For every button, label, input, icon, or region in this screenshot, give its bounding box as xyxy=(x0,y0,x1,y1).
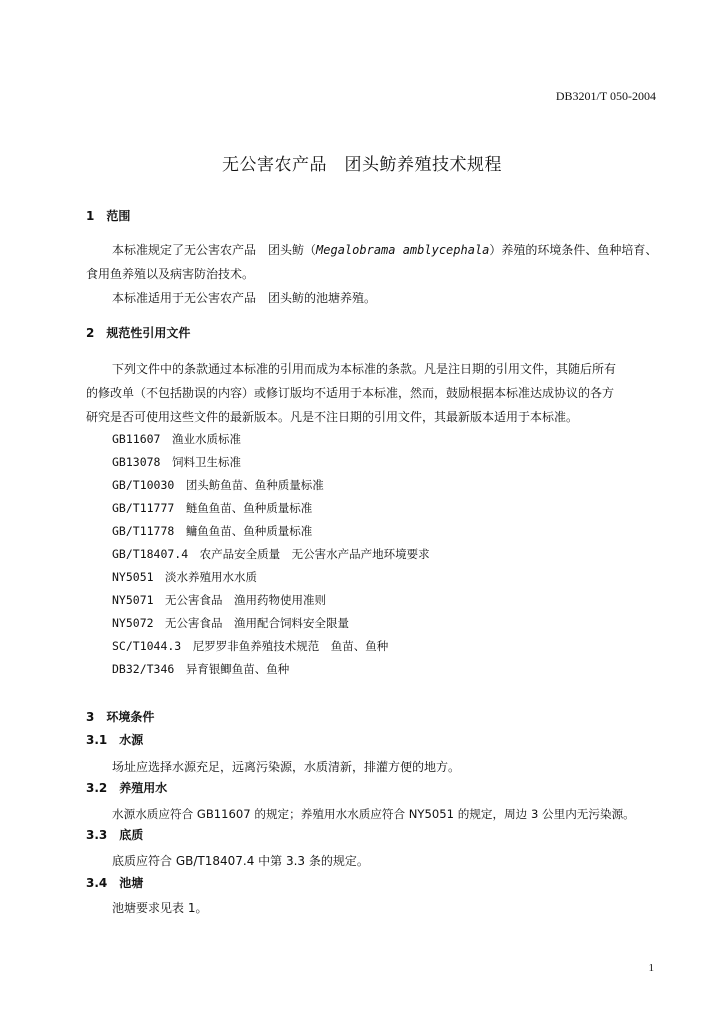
reference-item: NY5051 淡水养殖用水水质 xyxy=(112,570,258,584)
section-3-1-text: 场址应选择水源充足，远离污染源，水质清新，排灌方便的地方。 xyxy=(112,760,461,774)
reference-item: NY5072 无公害食品 渔用配合饲料安全限量 xyxy=(112,616,350,630)
section-3-3-text: 底质应符合 GB/T18407.4 中第 3.3 条的规定。 xyxy=(112,854,369,868)
section-2-paragraph-line-3: 研究是否可使用这些文件的最新版本。凡是不注日期的引用文件，其最新版本适用于本标准。 xyxy=(86,410,579,424)
p1-text-b: ）养殖的环境条件、鱼种培育、 xyxy=(489,243,658,257)
reference-item: GB/T11778 鳙鱼鱼苗、鱼种质量标准 xyxy=(112,524,313,538)
reference-item: DB32/T346 异育银鲫鱼苗、鱼种 xyxy=(112,662,290,676)
section-1-heading: 1 范围 xyxy=(86,209,131,223)
section-3-4-heading: 3.4 池塘 xyxy=(86,876,144,890)
section-3-3-heading: 3.3 底质 xyxy=(86,828,144,842)
section-1-paragraph-2: 本标准适用于无公害农产品 团头鲂的池塘养殖。 xyxy=(112,291,377,305)
section-3-2-text: 水源水质应符合 GB11607 的规定；养殖用水水质应符合 NY5051 的规定，周边 3 公里内无污染源。 xyxy=(112,807,635,821)
section-1-paragraph-1-line-2: 食用鱼养殖以及病害防治技术。 xyxy=(86,267,255,281)
reference-item: GB11607 渔业水质标准 xyxy=(112,432,241,446)
section-2-paragraph-line-2: 的修改单（不包括勘误的内容）或修订版均不适用于本标准，然而，鼓励根据本标准达成协议的各方 xyxy=(86,386,615,400)
reference-item: GB/T11777 鲢鱼鱼苗、鱼种质量标准 xyxy=(112,501,313,515)
section-2-paragraph-line-1: 下列文件中的条款通过本标准的引用而成为本标准的条款。凡是注日期的引用文件，其随后所有 xyxy=(112,362,617,376)
section-3-4-text: 池塘要求见表 1。 xyxy=(112,901,208,915)
p1-text-a: 本标准规定了无公害农产品 团头鲂（ xyxy=(112,243,317,257)
latin-name: Megalobrama amblycephala xyxy=(316,243,490,257)
standard-code: DB3201/T 050-2004 xyxy=(555,89,656,103)
reference-item: GB13078 饲料卫生标准 xyxy=(112,455,241,469)
reference-item: GB/T10030 团头鲂鱼苗、鱼种质量标准 xyxy=(112,478,324,492)
section-3-heading: 3 环境条件 xyxy=(86,710,155,724)
section-3-2-heading: 3.2 养殖用水 xyxy=(86,781,168,795)
section-2-heading: 2 规范性引用文件 xyxy=(86,326,191,340)
section-1-paragraph-1-line-1 xyxy=(112,242,657,258)
reference-item: GB/T18407.4 农产品安全质量 无公害水产品产地环境要求 xyxy=(112,547,430,561)
section-3-1-heading: 3.1 水源 xyxy=(86,733,144,747)
reference-item: NY5071 无公害食品 渔用药物使用准则 xyxy=(112,593,327,607)
page-number: 1 xyxy=(648,962,654,974)
document-title: 无公害农产品 团头鲂养殖技术规程 xyxy=(222,155,502,175)
reference-item: SC/T1044.3 尼罗罗非鱼养殖技术规范 鱼苗、鱼种 xyxy=(112,639,389,653)
